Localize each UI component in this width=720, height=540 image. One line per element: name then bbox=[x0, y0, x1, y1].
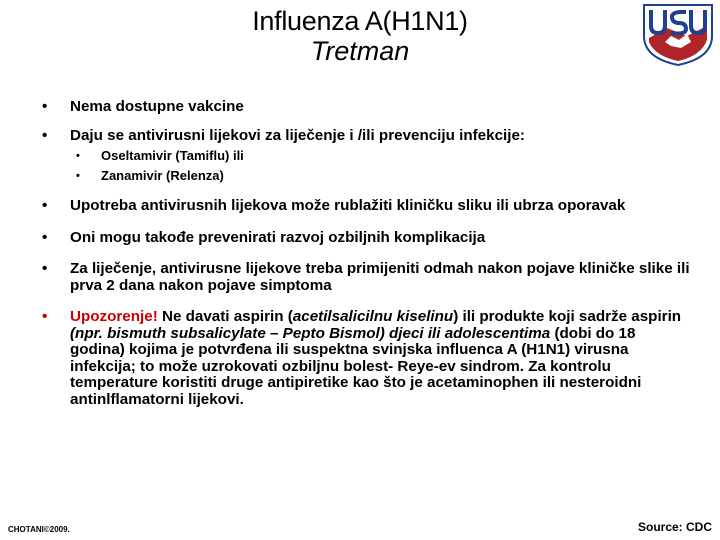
bullet-dot-icon: • bbox=[42, 197, 48, 214]
bullet-item bbox=[40, 261, 690, 294]
warning-italic: (npr. bismuth subsalicylate – Pepto Bismol) djeci ili adolescentima bbox=[70, 324, 551, 342]
bullet-dot-icon: • bbox=[42, 98, 48, 115]
bullet-text: Daju se antivirusni lijekovi za liječenje i /ili prevenciju infekcije: bbox=[70, 126, 525, 144]
warning-item bbox=[40, 309, 690, 408]
bullet-item bbox=[40, 230, 690, 247]
usu-logo bbox=[641, 2, 715, 66]
warning-text: ) ili produkte koji sadrže aspirin bbox=[453, 308, 682, 325]
bullet-text: Upotreba antivirusnih lijekova može rublažiti kliničku sliku ili ubrza oporavak bbox=[70, 197, 626, 214]
sub-bullet-item bbox=[40, 148, 690, 164]
source-text: Source: CDC bbox=[637, 520, 712, 534]
slide-header bbox=[0, 6, 720, 66]
bullet-item bbox=[40, 198, 690, 215]
warning-label: Upozorenje! bbox=[70, 308, 158, 325]
warning-italic: acetilsalicilnu kiselinu bbox=[292, 308, 454, 325]
sub-bullet-text: Oseltamivir (Tamiflu) ili bbox=[101, 148, 244, 163]
sub-bullet-text: Zanamivir (Relenza) bbox=[101, 168, 224, 183]
bullet-dot-icon: • bbox=[76, 170, 80, 182]
bullet-text: Nema dostupne vakcine bbox=[70, 98, 244, 115]
slide-subtitle: Tretman bbox=[310, 36, 410, 66]
bullet-dot-icon: • bbox=[76, 150, 80, 162]
bullet-item bbox=[40, 128, 690, 145]
bullet-list bbox=[40, 99, 690, 408]
warning-text: Ne davati aspirin ( bbox=[157, 308, 293, 325]
sub-bullet-item bbox=[40, 168, 690, 184]
copyright-text: CHOTANI©2009. bbox=[8, 525, 70, 534]
slide-title: Influenza A(H1N1) bbox=[252, 6, 468, 36]
warning-text: (dobi do 18 godina) kojima je potvrđena ili suspektna svinjska influenca A (H1N1) virusna infekcija; to može uzrokovati ozbiljnu bolest- Reye-ev sindrom. Za kontrolu temperature koristiti druge antipiretike kao što je acetaminophen ili nesteroidni antinlflamatorni lijekovi. bbox=[70, 324, 642, 408]
bullet-text: Za liječenje, antivirusne lijekove treba primijeniti odmah nakon pojave kliničke slike ili prva 2 dana nakon pojave simptoma bbox=[70, 260, 690, 294]
bullet-item bbox=[40, 99, 690, 116]
bullet-dot-icon: • bbox=[42, 126, 48, 144]
bullet-dot-icon: • bbox=[42, 228, 48, 246]
warning-dot-icon: • bbox=[42, 308, 48, 325]
bullet-dot-icon: • bbox=[42, 260, 48, 277]
bullet-text: Oni mogu takođe prevenirati razvoj ozbiljnih komplikacija bbox=[70, 228, 486, 246]
